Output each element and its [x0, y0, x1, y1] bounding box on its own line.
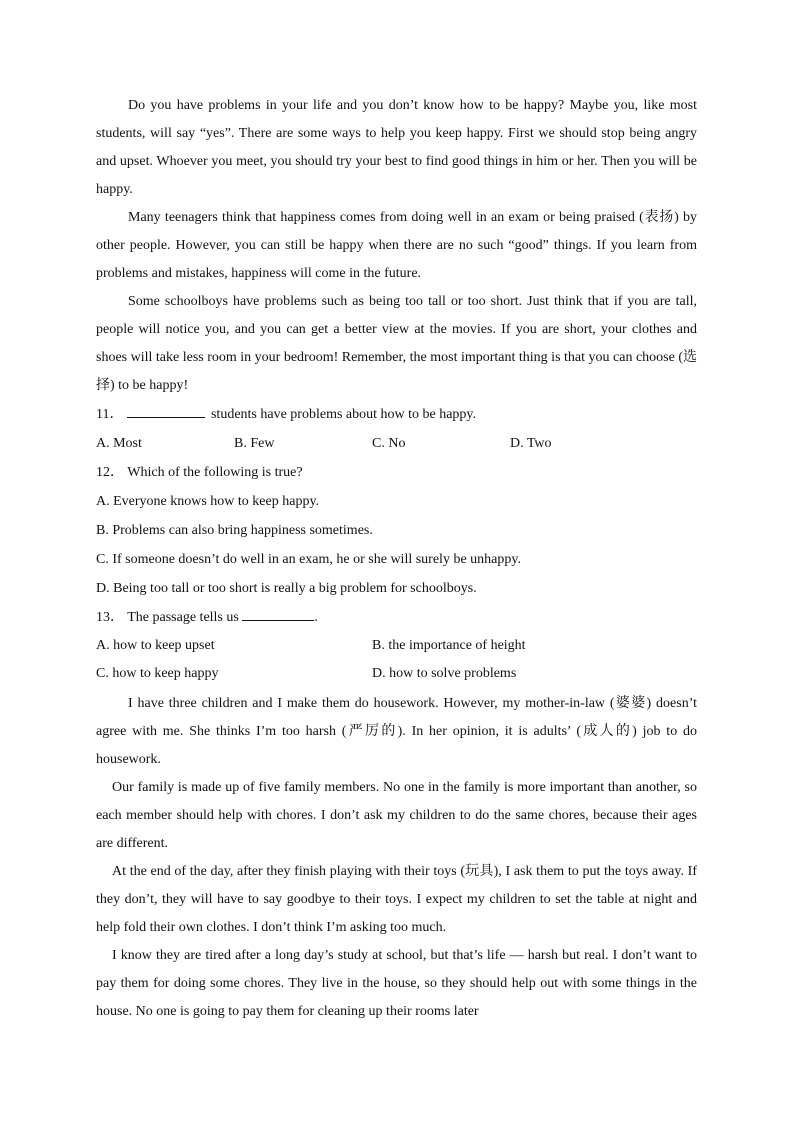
passage1-paragraph: Many teenagers think that happiness comes from doing well in an exam or being praised (表扬) by other people. However, you can still be happy when there are no such “good” things. If you learn from problems and mistakes, happiness will come in the future. [96, 210, 697, 281]
document-page [96, 92, 697, 1026]
question-number: 12． [96, 465, 124, 480]
passage1-paragraph: Some schoolboys have problems such as being too tall or too short. Just think that if you are tall, people will notice you, and you can get a better view at the movies. If you are short, your clothes and shoes will take less room in your bedroom! Remember, the most important thing is that you can choose (选择) to be happy! [96, 294, 697, 393]
option-a: A. Most [96, 436, 142, 451]
passage2-paragraph: At the end of the day, after they finish playing with their toys (玩具), I ask them to put the toys away. If they don’t, they will have to say goodbye to their toys. I expect my children to set the table at night and help fold their own clothes. I don’t think I’m asking too much. [96, 864, 697, 935]
question-11 [96, 400, 697, 429]
option-b: B. Problems can also bring happiness sometimes. [96, 523, 373, 538]
question-13 [96, 603, 697, 632]
question-11-options [96, 429, 697, 458]
passage1-paragraph: Do you have problems in your life and you don’t know how to be happy? Maybe you, like most students, will say “yes”. There are some ways to help you keep happy. First we should stop being angry and upset. Whoever you meet, you should try your best to find good things in him or her. Then you will be happy. [96, 98, 697, 197]
question-number: 11． [96, 407, 124, 422]
question-stem: students have problems about how to be happy. [210, 407, 477, 422]
option-a: A. how to keep upset [96, 638, 215, 653]
passage2-paragraph: I have three children and I make them do housework. However, my mother-in-law (婆婆) doesn’t agree with me. She thinks I’m too harsh (严厉的). In her opinion, it is adults’ (成人的) job to do housework. [96, 696, 697, 767]
question-12 [96, 458, 697, 487]
question-stem-end: . [314, 610, 318, 625]
option-b: B. Few [234, 436, 275, 451]
question-stem: The passage tells us [127, 610, 239, 625]
option-a: A. Everyone knows how to keep happy. [96, 494, 320, 509]
option-c: C. how to keep happy [96, 666, 219, 681]
option-d: D. how to solve problems [372, 666, 517, 681]
passage2-paragraph: Our family is made up of five family members. No one in the family is more important than another, so each member should help with chores. I don’t ask my children to do the same chores, because their ages are different. [96, 780, 697, 851]
option-c: C. No [372, 436, 406, 451]
option-b: B. the importance of height [372, 638, 526, 653]
question-13-options-row2 [96, 660, 697, 688]
passage2-paragraph: I know they are tired after a long day’s study at school, but that’s life — harsh but real. I don’t want to pay them for doing some chores. They live in the house, so they should help out with some things in the house. No one is going to pay them for cleaning up their rooms later [96, 948, 697, 1019]
answer-blank [127, 403, 205, 418]
question-13-options-row1 [96, 632, 697, 660]
question-stem: Which of the following is true? [127, 465, 303, 480]
option-d: D. Two [510, 436, 552, 451]
option-d: D. Being too tall or too short is really a big problem for schoolboys. [96, 581, 477, 596]
question-number: 13． [96, 610, 124, 625]
option-c: C. If someone doesn’t do well in an exam, he or she will surely be unhappy. [96, 552, 521, 567]
answer-blank [242, 606, 314, 621]
